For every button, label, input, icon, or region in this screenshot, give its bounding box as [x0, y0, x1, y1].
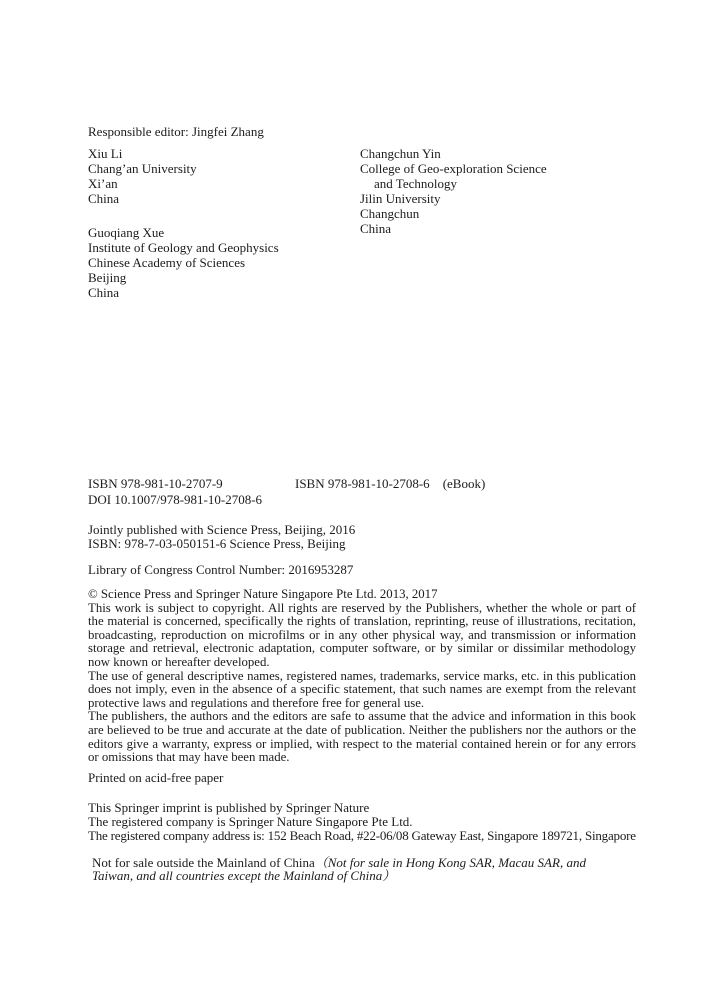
responsible-editor-line: Responsible editor: Jingfei Zhang: [88, 124, 264, 139]
lccn-line: Library of Congress Control Number: 2016953287: [88, 562, 354, 577]
contributors-left-column: [88, 146, 360, 300]
author-affiliation: Jilin University: [360, 191, 441, 206]
copyright-notice: © Science Press and Springer Nature Singapore Pte Ltd. 2013, 2017: [88, 587, 438, 601]
author-country: China: [88, 285, 120, 300]
author-name: Changchun Yin: [360, 146, 441, 161]
ebook-label: (eBook): [442, 476, 486, 491]
isbn-ebook: ISBN 978-981-10-2708-6: [295, 476, 430, 491]
author-affiliation: Chinese Academy of Sciences: [88, 255, 246, 270]
author-affiliation: Institute of Geology and Geophysics: [88, 240, 279, 255]
disclaimer-paragraph: The publishers, the authors and the editors are safe to assume that the advice and information in this book are believed to be true and accurate at the date of publication. Neither the publishers nor the authors or the editors give a warranty, express or implied, with respect to the material contained herein or for any errors or omissions that may have been made.: [88, 709, 636, 765]
sale-restriction-notice: [88, 856, 636, 883]
registered-company-line: The registered company is Springer Nature Singapore Pte Ltd.: [88, 813, 413, 829]
author-group: [88, 225, 360, 300]
author-name: Guoqiang Xue: [88, 225, 165, 240]
joint-publication-section: [88, 523, 636, 551]
company-address-line: The registered company address is: 152 Beach Road, #22-06/08 Gateway East, Singapore 189721, Singapore: [88, 827, 636, 843]
imprint-section: [88, 801, 636, 843]
author-city: Beijing: [88, 270, 127, 285]
author-affiliation: Chang’an University: [88, 161, 197, 176]
author-affiliation: College of Geo-exploration Science: [360, 161, 547, 176]
contributors-right-column: [360, 146, 636, 300]
trademark-paragraph: The use of general descriptive names, registered names, trademarks, service marks, etc. in this publication does not imply, even in the absence of a specific statement, that such names are exempt from the relevant protective laws and regulations and therefore free for general use.: [88, 668, 636, 710]
joint-publication-line: Jointly published with Science Press, Beijing, 2016: [88, 522, 356, 537]
isbn-print: ISBN 978-981-10-2707-9: [88, 476, 223, 491]
copyright-paragraph: This work is subject to copyright. All rights are reserved by the Publishers, whether the whole or part of the material is concerned, specifically the rights of translation, reprinting, reuse of illustrations, recitation, broadcasting, reproduction on microfilms or in any other physical way, and transmission or information storage and retrieval, electronic adaptation, computer software, or by similar or dissimilar methodology now known or hereafter developed.: [88, 600, 636, 669]
imprint-line: This Springer imprint is published by Springer Nature: [88, 799, 370, 815]
sale-restriction-italic: （Not for sale in Hong Kong SAR, Macau SAR, and Taiwan, and all countries except the Mainland of China）: [92, 854, 586, 884]
acid-free-paper-line: Printed on acid-free paper: [88, 769, 224, 785]
isbn-line: [88, 476, 636, 492]
author-group: [360, 146, 636, 236]
doi-line: DOI 10.1007/978-981-10-2708-6: [88, 491, 263, 507]
author-country: China: [360, 221, 392, 236]
author-affiliation: and Technology: [374, 176, 457, 191]
author-city: Changchun: [360, 206, 420, 221]
sale-restriction-roman: Not for sale outside the Mainland of China: [92, 854, 315, 870]
author-country: China: [88, 191, 120, 206]
science-press-isbn-line: ISBN: 978-7-03-050151-6 Science Press, Beijing: [88, 536, 346, 551]
author-group: [88, 146, 360, 206]
copyright-section: [88, 588, 636, 765]
contributors-section: [88, 146, 636, 300]
isbn-section: [88, 476, 636, 507]
author-name: Xiu Li: [88, 146, 123, 161]
author-city: Xi’an: [88, 176, 118, 191]
